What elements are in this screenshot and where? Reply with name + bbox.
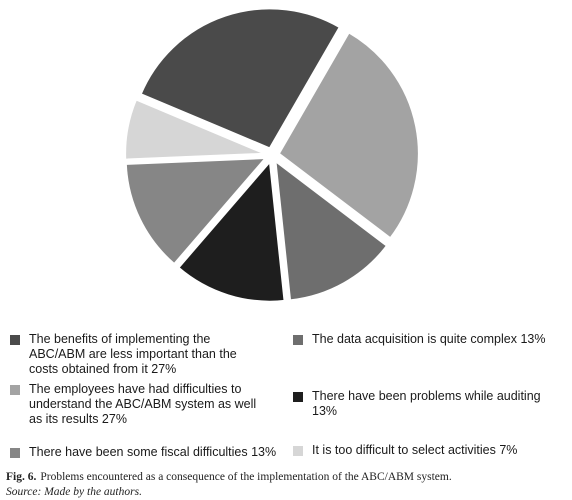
legend-item-auditing [293, 389, 568, 419]
legend-item-employees [10, 382, 260, 427]
legend-item-fiscal [10, 445, 285, 460]
legend-swatch-auditing [293, 392, 303, 402]
figure-source: Source: Made by the authors. [6, 486, 142, 498]
legend-swatch-benefits [10, 335, 20, 345]
legend-label-employees: The employees have had difficulties to understand the ABC/ABM system as well as its results 27% [29, 382, 257, 426]
legend-swatch-employees [10, 385, 20, 395]
legend-label-select-activities: It is too difficult to select activities 7% [312, 443, 518, 457]
figure-caption [6, 470, 566, 500]
figure-label: Fig. 6. [6, 471, 37, 483]
legend-label-fiscal: There have been some fiscal difficulties 13% [29, 445, 277, 459]
legend-label-benefits: The benefits of implementing the ABC/ABM are less important than the costs obtained from it 27% [29, 332, 237, 376]
legend-swatch-fiscal [10, 448, 20, 458]
legend-item-data-acquisition [293, 332, 563, 347]
legend-swatch-data-acquisition [293, 335, 303, 345]
legend-label-data-acquisition: The data acquisition is quite complex 13% [312, 332, 546, 346]
legend-label-auditing: There have been problems while auditing 13% [312, 389, 541, 418]
legend-item-benefits [10, 332, 255, 377]
legend-item-select-activities [293, 443, 563, 458]
chart-legend [0, 330, 572, 460]
figure-caption-text: Problems encountered as a consequence of the implementation of the ABC/ABM system. [40, 471, 452, 483]
legend-swatch-select-activities [293, 446, 303, 456]
